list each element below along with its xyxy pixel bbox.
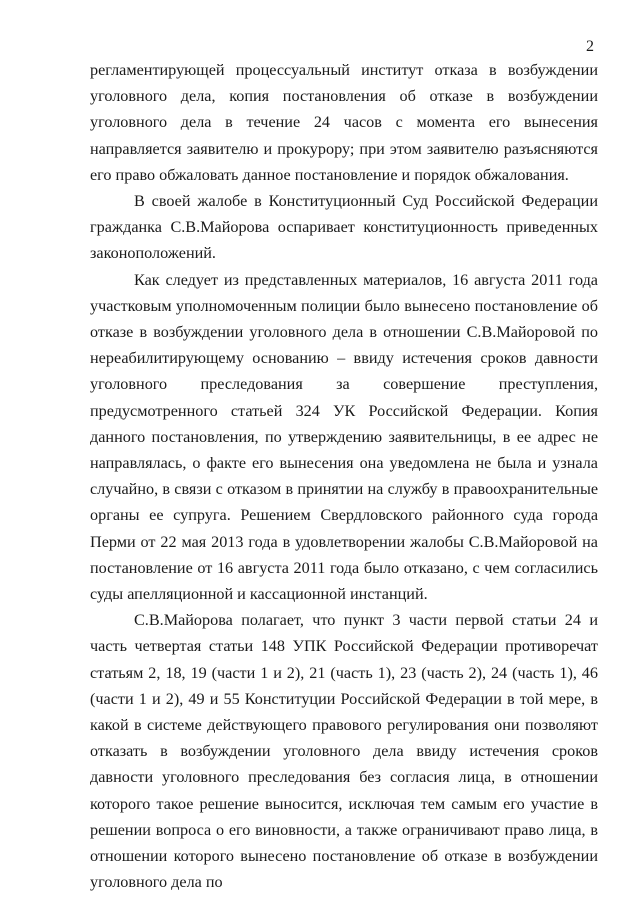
paragraph-complaint: В своей жалобе в Конституционный Суд Российской Федерации гражданка С.В.Майорова оспаривает конституционность приведенных законоположений. (90, 192, 598, 263)
paragraph-continuation: регламентирующей процессуальный институт отказа в возбуждении уголовного дела, копия постановления об отказе в возбуждении уголовного дела в течение 24 часов с момента его вынесения направляется заявителю и прокурору; при этом заявителю разъясняются его право обжаловать данное постановление и порядок обжалования. (90, 61, 598, 184)
paragraph-case-facts: Как следует из представленных материалов, 16 августа 2011 года участковым уполномоченным полиции было вынесено постановление об отказе в возбуждении уголовного дела в отношении С.В.Майоровой по нереабилитирующему основанию – ввиду истечения сроков давности уголовного преследования за совершение преступления, предусмотренного статьей 324 УК Российской Федерации. Копия данного постановления, по утверждению заявительницы, в ее адрес не направлялась, о факте его вынесения она уведомлена не была и узнала случайно, в связи с отказом в принятии на службу в правоохранительные органы ее супруга. Решением Свердловского районного суда города Перми от 22 мая 2013 года в удовлетворении жалобы С.В.Майоровой на постановление от 16 августа 2011 года было отказано, с чем согласились суды апелляционной и кассационной инстанций. (90, 270, 598, 604)
document-body (90, 57, 598, 896)
paragraph-applicant-position: С.В.Майорова полагает, что пункт 3 части первой статьи 24 и часть четвертая статьи 148 УПК Российской Федерации противоречат статьям 2, 18, 19 (части 1 и 2), 21 (часть 1), 23 (часть 2), 24 (часть 1), 46 (части 1 и 2), 49 и 55 Конституции Российской Федерации в той мере, в какой в системе действующего правового регулирования они позволяют отказать в возбуждении уголовного дела ввиду истечения сроков давности уголовного преследования без согласия лица, в отношении которого такое решение выносится, исключая тем самым его участие в решении вопроса о его виновности, а также ограничивают право лица, в отношении которого вынесено постановление об отказе в возбуждении уголовного дела по (90, 611, 598, 892)
page-number: 2 (586, 38, 594, 55)
